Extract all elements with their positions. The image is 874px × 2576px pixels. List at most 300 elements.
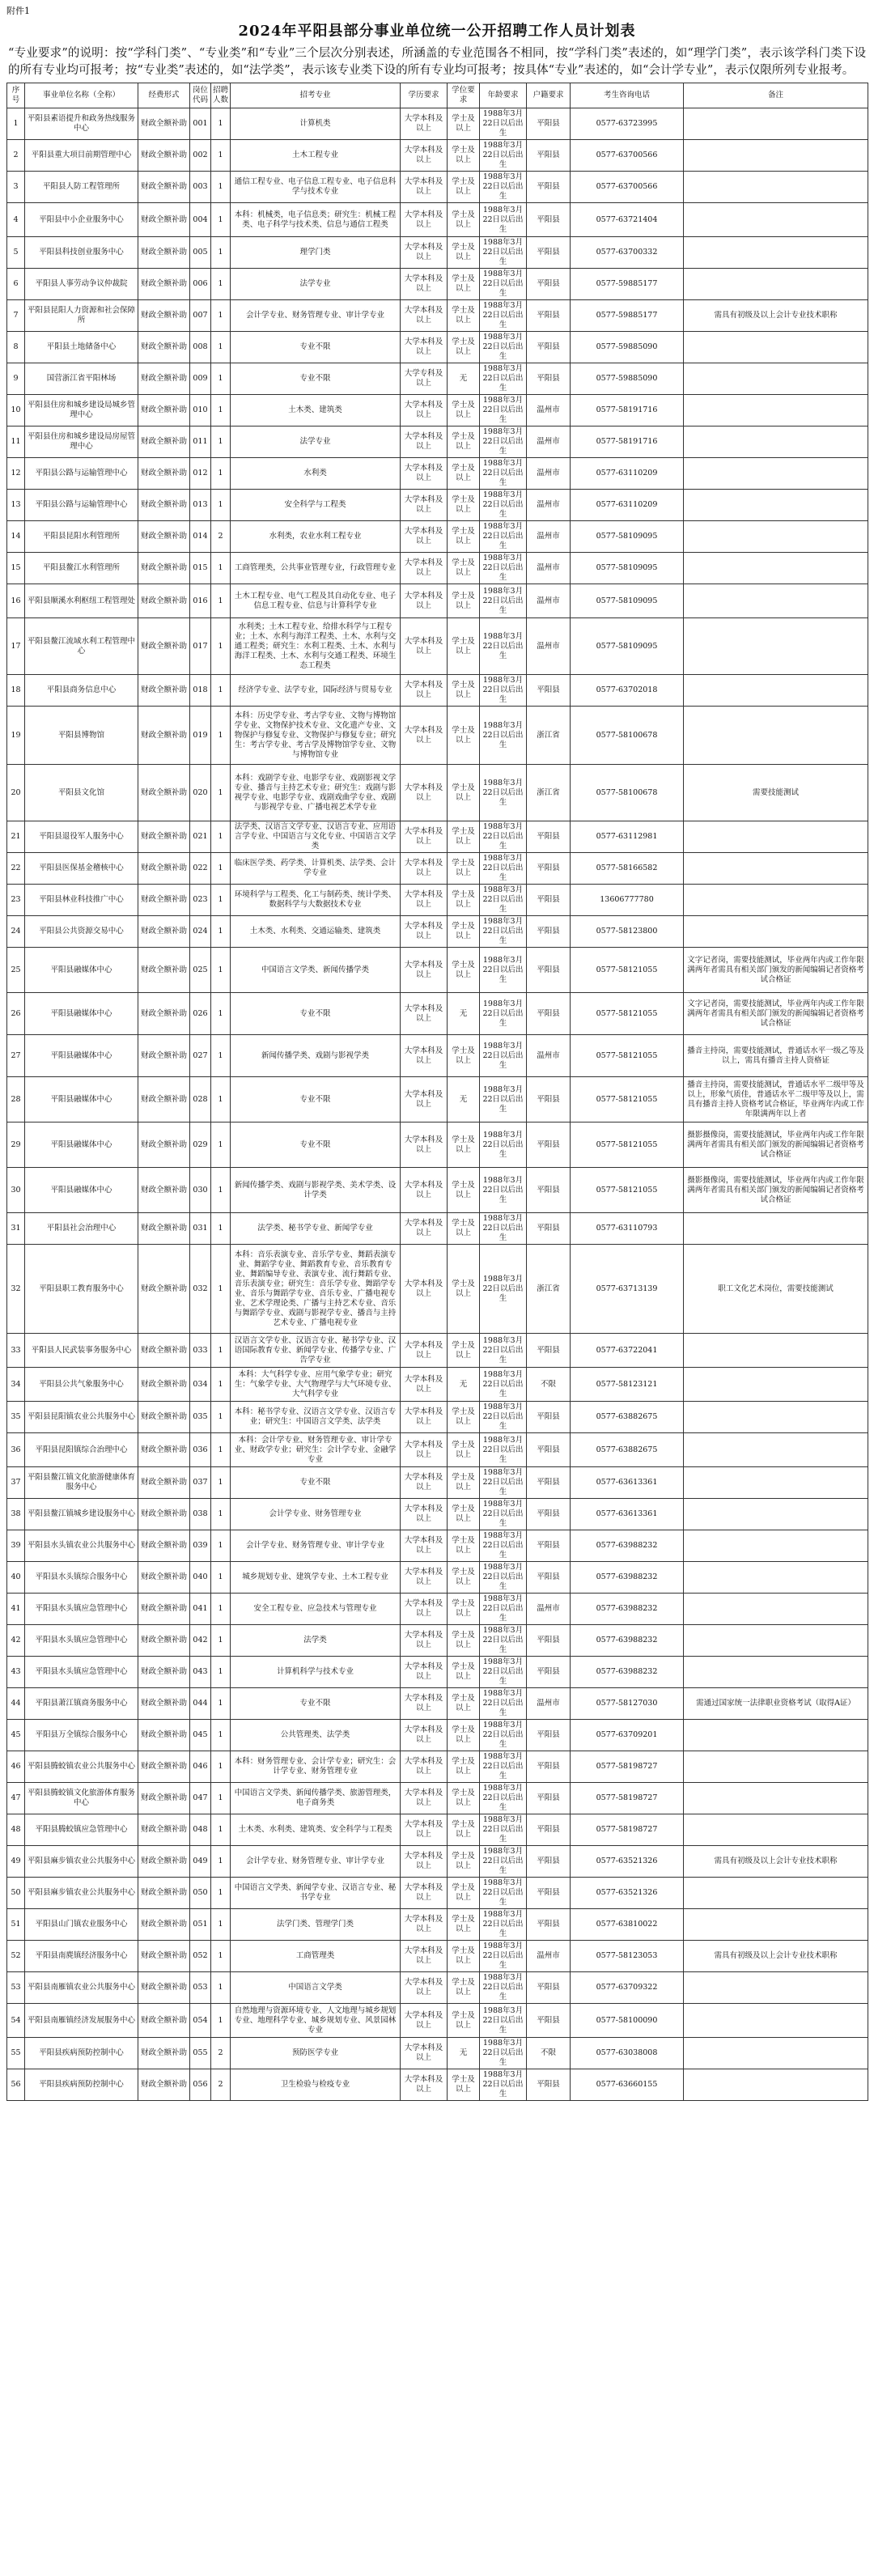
table-row bbox=[7, 821, 868, 853]
cell-index: 52 bbox=[7, 1941, 25, 1972]
cell-residence: 平阳县 bbox=[527, 269, 571, 300]
cell-residence: 温州市 bbox=[527, 584, 571, 618]
cell-funding: 财政全额补助 bbox=[138, 1657, 190, 1688]
cell-major: 中国语言文学类、新闻传播学类、旅游管理类，电子商务类 bbox=[231, 1783, 401, 1814]
cell-education: 大学本科及以上 bbox=[401, 1594, 448, 1625]
cell-post-code: 015 bbox=[190, 553, 211, 584]
table-row bbox=[7, 993, 868, 1035]
cell-post-code: 002 bbox=[190, 140, 211, 172]
cell-phone: 0577-58123121 bbox=[571, 1368, 684, 1402]
cell-unit: 平阳县水头镇应急管理中心 bbox=[25, 1657, 138, 1688]
cell-age: 1988年3月22日以后出生 bbox=[480, 140, 527, 172]
cell-unit: 平阳县水头镇应急管理中心 bbox=[25, 1625, 138, 1657]
cell-major: 公共管理类、法学类 bbox=[231, 1720, 401, 1751]
cell-age: 1988年3月22日以后出生 bbox=[480, 1909, 527, 1941]
cell-degree: 无 bbox=[448, 2038, 480, 2069]
cell-major: 会计学专业、财务管理专业、审计学专业 bbox=[231, 1846, 401, 1878]
cell-residence: 平阳县 bbox=[527, 916, 571, 948]
cell-age: 1988年3月22日以后出生 bbox=[480, 765, 527, 821]
cell-remark: 播音主持岗，需要技能测试，普通话水平一级乙等及以上，需具有播音主持人资格证 bbox=[684, 1035, 868, 1077]
cell-phone: 0577-58198727 bbox=[571, 1814, 684, 1846]
cell-unit: 平阳县融媒体中心 bbox=[25, 1035, 138, 1077]
cell-count: 1 bbox=[211, 1941, 231, 1972]
cell-index: 56 bbox=[7, 2069, 25, 2101]
cell-major: 工商管理类，公共事业管理专业，行政管理专业 bbox=[231, 553, 401, 584]
cell-major: 专业不限 bbox=[231, 332, 401, 363]
cell-education: 大学本科及以上 bbox=[401, 203, 448, 237]
cell-index: 44 bbox=[7, 1688, 25, 1720]
table-row bbox=[7, 916, 868, 948]
cell-phone: 0577-58191716 bbox=[571, 395, 684, 427]
cell-age: 1988年3月22日以后出生 bbox=[480, 1334, 527, 1368]
cell-major: 本科：历史学专业、考古学专业、文物与博物馆学专业、文物保护技术专业、文化遗产专业、文物保护与修复专业、文物保护与修复专业；研究生：考古学专业、考古学及博物馆学专业、文物与博物馆专业 bbox=[231, 707, 401, 765]
cell-degree: 无 bbox=[448, 1077, 480, 1122]
cell-phone: 0577-63988232 bbox=[571, 1530, 684, 1562]
cell-degree: 学士及以上 bbox=[448, 1657, 480, 1688]
cell-funding: 财政全额补助 bbox=[138, 821, 190, 853]
cell-remark bbox=[684, 885, 868, 916]
cell-degree: 学士及以上 bbox=[448, 203, 480, 237]
cell-index: 28 bbox=[7, 1077, 25, 1122]
cell-major: 水利类 bbox=[231, 458, 401, 490]
cell-degree: 学士及以上 bbox=[448, 172, 480, 203]
table-row bbox=[7, 1035, 868, 1077]
cell-education: 大学本科及以上 bbox=[401, 584, 448, 618]
cell-post-code: 053 bbox=[190, 1972, 211, 2004]
cell-post-code: 040 bbox=[190, 1562, 211, 1594]
cell-count: 1 bbox=[211, 1688, 231, 1720]
cell-remark: 播音主持岗，需要技能测试，普通话水平二级甲等及以上，形象气质佳，普通话水平二级甲等及以上，需具有播音主持人资格考试合格证，毕业两年内或工作年限满两年以上者 bbox=[684, 1077, 868, 1122]
cell-remark bbox=[684, 584, 868, 618]
cell-funding: 财政全额补助 bbox=[138, 584, 190, 618]
cell-age: 1988年3月22日以后出生 bbox=[480, 1499, 527, 1530]
cell-count: 1 bbox=[211, 993, 231, 1035]
table-row bbox=[7, 584, 868, 618]
cell-phone: 0577-63723995 bbox=[571, 108, 684, 140]
cell-age: 1988年3月22日以后出生 bbox=[480, 1814, 527, 1846]
cell-funding: 财政全额补助 bbox=[138, 2004, 190, 2038]
cell-remark bbox=[684, 821, 868, 853]
cell-post-code: 029 bbox=[190, 1122, 211, 1168]
cell-unit: 平阳县重大项目前期管理中心 bbox=[25, 140, 138, 172]
cell-degree: 学士及以上 bbox=[448, 553, 480, 584]
cell-index: 9 bbox=[7, 363, 25, 395]
cell-degree: 学士及以上 bbox=[448, 1433, 480, 1467]
cell-funding: 财政全额补助 bbox=[138, 2038, 190, 2069]
cell-post-code: 007 bbox=[190, 300, 211, 332]
col-header-age: 年龄要求 bbox=[480, 83, 527, 108]
table-body bbox=[7, 108, 868, 2101]
cell-age: 1988年3月22日以后出生 bbox=[480, 916, 527, 948]
cell-count: 1 bbox=[211, 1433, 231, 1467]
cell-age: 1988年3月22日以后出生 bbox=[480, 1846, 527, 1878]
cell-post-code: 006 bbox=[190, 269, 211, 300]
cell-education: 大学本科及以上 bbox=[401, 427, 448, 458]
cell-phone: 0577-58121055 bbox=[571, 993, 684, 1035]
cell-major: 计算机科学与技术专业 bbox=[231, 1657, 401, 1688]
cell-remark bbox=[684, 2038, 868, 2069]
cell-index: 54 bbox=[7, 2004, 25, 2038]
cell-unit: 平阳县融媒体中心 bbox=[25, 948, 138, 993]
cell-phone: 0577-63709201 bbox=[571, 1720, 684, 1751]
cell-residence: 浙江省 bbox=[527, 765, 571, 821]
cell-phone: 0577-63700566 bbox=[571, 140, 684, 172]
cell-remark bbox=[684, 1334, 868, 1368]
cell-count: 1 bbox=[211, 1122, 231, 1168]
cell-degree: 学士及以上 bbox=[448, 1720, 480, 1751]
cell-age: 1988年3月22日以后出生 bbox=[480, 2038, 527, 2069]
cell-phone: 0577-58109095 bbox=[571, 553, 684, 584]
table-row bbox=[7, 300, 868, 332]
cell-post-code: 034 bbox=[190, 1368, 211, 1402]
cell-funding: 财政全额补助 bbox=[138, 140, 190, 172]
cell-residence: 平阳县 bbox=[527, 2004, 571, 2038]
cell-post-code: 005 bbox=[190, 237, 211, 269]
cell-index: 55 bbox=[7, 2038, 25, 2069]
table-row bbox=[7, 948, 868, 993]
col-header-education: 学历要求 bbox=[401, 83, 448, 108]
cell-unit: 平阳县公路与运输管理中心 bbox=[25, 458, 138, 490]
table-row bbox=[7, 1688, 868, 1720]
cell-residence: 温州市 bbox=[527, 553, 571, 584]
cell-remark bbox=[684, 1878, 868, 1909]
cell-education: 大学本科及以上 bbox=[401, 618, 448, 675]
table-row bbox=[7, 1213, 868, 1245]
cell-post-code: 054 bbox=[190, 2004, 211, 2038]
cell-unit: 平阳县水头镇应急管理中心 bbox=[25, 1594, 138, 1625]
cell-major: 水利类，农业水利工程专业 bbox=[231, 521, 401, 553]
cell-major: 专业不限 bbox=[231, 363, 401, 395]
cell-age: 1988年3月22日以后出生 bbox=[480, 458, 527, 490]
cell-post-code: 025 bbox=[190, 948, 211, 993]
cell-index: 45 bbox=[7, 1720, 25, 1751]
cell-major: 本科：财务管理专业、会计学专业；研究生：会计学专业、财务管理专业 bbox=[231, 1751, 401, 1783]
cell-age: 1988年3月22日以后出生 bbox=[480, 172, 527, 203]
cell-degree: 无 bbox=[448, 993, 480, 1035]
cell-index: 3 bbox=[7, 172, 25, 203]
cell-funding: 财政全额补助 bbox=[138, 618, 190, 675]
cell-age: 1988年3月22日以后出生 bbox=[480, 584, 527, 618]
cell-residence: 温州市 bbox=[527, 458, 571, 490]
cell-residence: 平阳县 bbox=[527, 1720, 571, 1751]
cell-age: 1988年3月22日以后出生 bbox=[480, 395, 527, 427]
cell-index: 41 bbox=[7, 1594, 25, 1625]
cell-age: 1988年3月22日以后出生 bbox=[480, 1368, 527, 1402]
cell-remark: 需具有初级及以上会计专业技术职称 bbox=[684, 1941, 868, 1972]
cell-education: 大学本科及以上 bbox=[401, 1433, 448, 1467]
cell-education: 大学本科及以上 bbox=[401, 490, 448, 521]
cell-age: 1988年3月22日以后出生 bbox=[480, 1751, 527, 1783]
cell-funding: 财政全额补助 bbox=[138, 1594, 190, 1625]
cell-degree: 学士及以上 bbox=[448, 1213, 480, 1245]
cell-post-code: 056 bbox=[190, 2069, 211, 2101]
cell-age: 1988年3月22日以后出生 bbox=[480, 427, 527, 458]
cell-major: 土木工程专业、电气工程及其自动化专业、电子信息工程专业、信息与计算科学专业 bbox=[231, 584, 401, 618]
cell-remark bbox=[684, 108, 868, 140]
cell-index: 6 bbox=[7, 269, 25, 300]
cell-phone: 0577-63810022 bbox=[571, 1909, 684, 1941]
cell-post-code: 019 bbox=[190, 707, 211, 765]
cell-phone: 0577-63988232 bbox=[571, 1594, 684, 1625]
cell-phone: 0577-63988232 bbox=[571, 1562, 684, 1594]
table-row bbox=[7, 172, 868, 203]
cell-unit: 平阳县土地储备中心 bbox=[25, 332, 138, 363]
cell-degree: 学士及以上 bbox=[448, 1467, 480, 1499]
cell-major: 法学类 bbox=[231, 1625, 401, 1657]
cell-unit: 平阳县山门镇农业服务中心 bbox=[25, 1909, 138, 1941]
cell-post-code: 037 bbox=[190, 1467, 211, 1499]
cell-count: 1 bbox=[211, 427, 231, 458]
cell-age: 1988年3月22日以后出生 bbox=[480, 1168, 527, 1213]
table-row bbox=[7, 1467, 868, 1499]
cell-count: 1 bbox=[211, 300, 231, 332]
cell-unit: 平阳县融媒体中心 bbox=[25, 993, 138, 1035]
cell-unit: 平阳县南麂镇经济服务中心 bbox=[25, 1941, 138, 1972]
cell-index: 53 bbox=[7, 1972, 25, 2004]
cell-degree: 学士及以上 bbox=[448, 140, 480, 172]
cell-funding: 财政全额补助 bbox=[138, 1909, 190, 1941]
cell-remark bbox=[684, 1530, 868, 1562]
cell-count: 1 bbox=[211, 1077, 231, 1122]
cell-count: 1 bbox=[211, 1245, 231, 1334]
cell-education: 大学本科及以上 bbox=[401, 1562, 448, 1594]
cell-education: 大学本科及以上 bbox=[401, 675, 448, 707]
cell-degree: 学士及以上 bbox=[448, 1594, 480, 1625]
cell-phone: 0577-63882675 bbox=[571, 1433, 684, 1467]
cell-count: 1 bbox=[211, 1909, 231, 1941]
cell-phone: 0577-58121055 bbox=[571, 1077, 684, 1122]
cell-major: 中国语言文学类、新闻传播学类 bbox=[231, 948, 401, 993]
cell-phone: 0577-63038008 bbox=[571, 2038, 684, 2069]
cell-education: 大学本科及以上 bbox=[401, 2069, 448, 2101]
cell-funding: 财政全额补助 bbox=[138, 203, 190, 237]
cell-phone: 0577-58127030 bbox=[571, 1688, 684, 1720]
cell-funding: 财政全额补助 bbox=[138, 1077, 190, 1122]
cell-phone: 0577-63882675 bbox=[571, 1402, 684, 1433]
table-row bbox=[7, 1334, 868, 1368]
cell-remark bbox=[684, 237, 868, 269]
cell-unit: 平阳县腾蛟镇文化旅游体育服务中心 bbox=[25, 1783, 138, 1814]
cell-major: 新闻传播学类、戏剧与影视学类、美术学类、设计学类 bbox=[231, 1168, 401, 1213]
cell-phone: 0577-63988232 bbox=[571, 1657, 684, 1688]
cell-degree: 学士及以上 bbox=[448, 1625, 480, 1657]
cell-post-code: 043 bbox=[190, 1657, 211, 1688]
cell-post-code: 044 bbox=[190, 1688, 211, 1720]
cell-count: 1 bbox=[211, 237, 231, 269]
cell-index: 17 bbox=[7, 618, 25, 675]
cell-age: 1988年3月22日以后出生 bbox=[480, 553, 527, 584]
cell-count: 1 bbox=[211, 885, 231, 916]
cell-age: 1988年3月22日以后出生 bbox=[480, 1625, 527, 1657]
cell-index: 18 bbox=[7, 675, 25, 707]
cell-unit: 平阳县顺溪水利枢纽工程管理处 bbox=[25, 584, 138, 618]
cell-remark bbox=[684, 2004, 868, 2038]
cell-funding: 财政全额补助 bbox=[138, 1213, 190, 1245]
cell-age: 1988年3月22日以后出生 bbox=[480, 1657, 527, 1688]
table-row bbox=[7, 1368, 868, 1402]
cell-count: 1 bbox=[211, 108, 231, 140]
attachment-label: 附件1 bbox=[6, 6, 30, 16]
cell-major: 本科：会计学专业、财务管理专业、审计学专业、财政学专业；研究生：会计学专业、金融学专业 bbox=[231, 1433, 401, 1467]
cell-index: 29 bbox=[7, 1122, 25, 1168]
cell-funding: 财政全额补助 bbox=[138, 1846, 190, 1878]
table-row bbox=[7, 2038, 868, 2069]
col-header-post-code: 岗位代码 bbox=[190, 83, 211, 108]
cell-funding: 财政全额补助 bbox=[138, 1783, 190, 1814]
cell-phone: 0577-63722041 bbox=[571, 1334, 684, 1368]
cell-residence: 平阳县 bbox=[527, 1562, 571, 1594]
cell-funding: 财政全额补助 bbox=[138, 108, 190, 140]
cell-unit: 平阳县人民武装事务服务中心 bbox=[25, 1334, 138, 1368]
cell-unit: 平阳县中小企业服务中心 bbox=[25, 203, 138, 237]
cell-age: 1988年3月22日以后出生 bbox=[480, 1035, 527, 1077]
cell-post-code: 030 bbox=[190, 1168, 211, 1213]
cell-major: 法学门类、管理学门类 bbox=[231, 1909, 401, 1941]
cell-funding: 财政全额补助 bbox=[138, 1720, 190, 1751]
table-row bbox=[7, 427, 868, 458]
cell-education: 大学本科及以上 bbox=[401, 1814, 448, 1846]
cell-count: 1 bbox=[211, 332, 231, 363]
cell-index: 10 bbox=[7, 395, 25, 427]
cell-degree: 学士及以上 bbox=[448, 2004, 480, 2038]
cell-post-code: 004 bbox=[190, 203, 211, 237]
cell-funding: 财政全额补助 bbox=[138, 1941, 190, 1972]
table-row bbox=[7, 2004, 868, 2038]
cell-unit: 平阳县住房和城乡建设局城乡管理中心 bbox=[25, 395, 138, 427]
cell-index: 46 bbox=[7, 1751, 25, 1783]
cell-residence: 平阳县 bbox=[527, 300, 571, 332]
cell-remark bbox=[684, 1751, 868, 1783]
cell-age: 1988年3月22日以后出生 bbox=[480, 675, 527, 707]
cell-major: 预防医学专业 bbox=[231, 2038, 401, 2069]
cell-degree: 学士及以上 bbox=[448, 1814, 480, 1846]
cell-degree: 学士及以上 bbox=[448, 395, 480, 427]
cell-major: 专业不限 bbox=[231, 1688, 401, 1720]
table-row bbox=[7, 1625, 868, 1657]
cell-degree: 学士及以上 bbox=[448, 458, 480, 490]
cell-unit: 平阳县南雁镇经济发展服务中心 bbox=[25, 2004, 138, 2038]
cell-education: 大学本科及以上 bbox=[401, 1909, 448, 1941]
cell-unit: 平阳县公路与运输管理中心 bbox=[25, 490, 138, 521]
cell-major: 法学类、秘书学专业、新闻学专业 bbox=[231, 1213, 401, 1245]
recruitment-plan-table bbox=[6, 83, 868, 2101]
cell-major: 土木类、水利类、交通运输类、建筑类 bbox=[231, 916, 401, 948]
cell-residence: 温州市 bbox=[527, 490, 571, 521]
cell-age: 1988年3月22日以后出生 bbox=[480, 1077, 527, 1122]
cell-remark: 职工文化艺术岗位，需要技能测试 bbox=[684, 1245, 868, 1334]
cell-post-code: 036 bbox=[190, 1433, 211, 1467]
cell-major: 会计学专业、财务管理专业、审计学专业 bbox=[231, 300, 401, 332]
cell-funding: 财政全额补助 bbox=[138, 1122, 190, 1168]
cell-remark bbox=[684, 1594, 868, 1625]
cell-degree: 学士及以上 bbox=[448, 1402, 480, 1433]
cell-post-code: 020 bbox=[190, 765, 211, 821]
cell-index: 15 bbox=[7, 553, 25, 584]
cell-phone: 0577-63660155 bbox=[571, 2069, 684, 2101]
cell-count: 1 bbox=[211, 363, 231, 395]
cell-major: 工商管理类 bbox=[231, 1941, 401, 1972]
cell-residence: 平阳县 bbox=[527, 885, 571, 916]
cell-count: 1 bbox=[211, 618, 231, 675]
cell-unit: 平阳县麻步镇农业公共服务中心 bbox=[25, 1878, 138, 1909]
cell-unit: 平阳县林业科技推广中心 bbox=[25, 885, 138, 916]
cell-phone: 0577-63700566 bbox=[571, 172, 684, 203]
table-row bbox=[7, 1168, 868, 1213]
cell-post-code: 026 bbox=[190, 993, 211, 1035]
cell-education: 大学本科及以上 bbox=[401, 521, 448, 553]
cell-education: 大学本科及以上 bbox=[401, 885, 448, 916]
col-header-unit: 事业单位名称（全称） bbox=[25, 83, 138, 108]
cell-index: 37 bbox=[7, 1467, 25, 1499]
cell-remark: 需具有初级及以上会计专业技术职称 bbox=[684, 1846, 868, 1878]
cell-post-code: 028 bbox=[190, 1077, 211, 1122]
cell-major: 新闻传播学类、戏剧与影视学类 bbox=[231, 1035, 401, 1077]
cell-unit: 平阳县鳌江镇文化旅游健康体育服务中心 bbox=[25, 1467, 138, 1499]
cell-post-code: 051 bbox=[190, 1909, 211, 1941]
cell-count: 1 bbox=[211, 1751, 231, 1783]
cell-degree: 学士及以上 bbox=[448, 1530, 480, 1562]
cell-major: 安全工程专业、应急技术与管理专业 bbox=[231, 1594, 401, 1625]
cell-residence: 平阳县 bbox=[527, 172, 571, 203]
cell-post-code: 041 bbox=[190, 1594, 211, 1625]
cell-age: 1988年3月22日以后出生 bbox=[480, 1720, 527, 1751]
cell-age: 1988年3月22日以后出生 bbox=[480, 1941, 527, 1972]
cell-index: 33 bbox=[7, 1334, 25, 1368]
cell-post-code: 010 bbox=[190, 395, 211, 427]
cell-post-code: 012 bbox=[190, 458, 211, 490]
cell-phone: 0577-58123800 bbox=[571, 916, 684, 948]
cell-degree: 学士及以上 bbox=[448, 765, 480, 821]
cell-degree: 学士及以上 bbox=[448, 1245, 480, 1334]
cell-count: 1 bbox=[211, 2004, 231, 2038]
cell-residence: 温州市 bbox=[527, 1035, 571, 1077]
cell-index: 30 bbox=[7, 1168, 25, 1213]
cell-index: 13 bbox=[7, 490, 25, 521]
cell-post-code: 046 bbox=[190, 1751, 211, 1783]
cell-remark: 需通过国家统一法律职业资格考试（取得A证） bbox=[684, 1688, 868, 1720]
cell-education: 大学本科及以上 bbox=[401, 1972, 448, 2004]
cell-education: 大学本科及以上 bbox=[401, 140, 448, 172]
cell-degree: 学士及以上 bbox=[448, 300, 480, 332]
cell-unit: 平阳县万全镇综合服务中心 bbox=[25, 1720, 138, 1751]
cell-degree: 学士及以上 bbox=[448, 1846, 480, 1878]
cell-post-code: 048 bbox=[190, 1814, 211, 1846]
cell-education: 大学本科及以上 bbox=[401, 553, 448, 584]
cell-unit: 平阳县融媒体中心 bbox=[25, 1077, 138, 1122]
cell-funding: 财政全额补助 bbox=[138, 300, 190, 332]
cell-degree: 学士及以上 bbox=[448, 1168, 480, 1213]
cell-major: 土木工程专业 bbox=[231, 140, 401, 172]
cell-residence: 平阳县 bbox=[527, 1213, 571, 1245]
cell-phone: 0577-63521326 bbox=[571, 1846, 684, 1878]
cell-index: 12 bbox=[7, 458, 25, 490]
cell-age: 1988年3月22日以后出生 bbox=[480, 1878, 527, 1909]
cell-education: 大学本科及以上 bbox=[401, 1245, 448, 1334]
cell-major: 自然地理与资源环境专业、人文地理与城乡规划专业、地理科学专业、城乡规划专业、风景园林专业 bbox=[231, 2004, 401, 2038]
cell-post-code: 035 bbox=[190, 1402, 211, 1433]
cell-degree: 学士及以上 bbox=[448, 675, 480, 707]
cell-education: 大学本科及以上 bbox=[401, 1499, 448, 1530]
cell-funding: 财政全额补助 bbox=[138, 675, 190, 707]
table-row bbox=[7, 707, 868, 765]
cell-unit: 平阳县鳌江水利管理所 bbox=[25, 553, 138, 584]
table-row bbox=[7, 269, 868, 300]
cell-remark: 摄影摄像岗，需要技能测试，毕业两年内或工作年限满两年者需具有相关部门颁发的新闻编辑记者资格考试合格证 bbox=[684, 1122, 868, 1168]
cell-count: 2 bbox=[211, 2069, 231, 2101]
cell-funding: 财政全额补助 bbox=[138, 1168, 190, 1213]
cell-degree: 学士及以上 bbox=[448, 490, 480, 521]
cell-post-code: 032 bbox=[190, 1245, 211, 1334]
